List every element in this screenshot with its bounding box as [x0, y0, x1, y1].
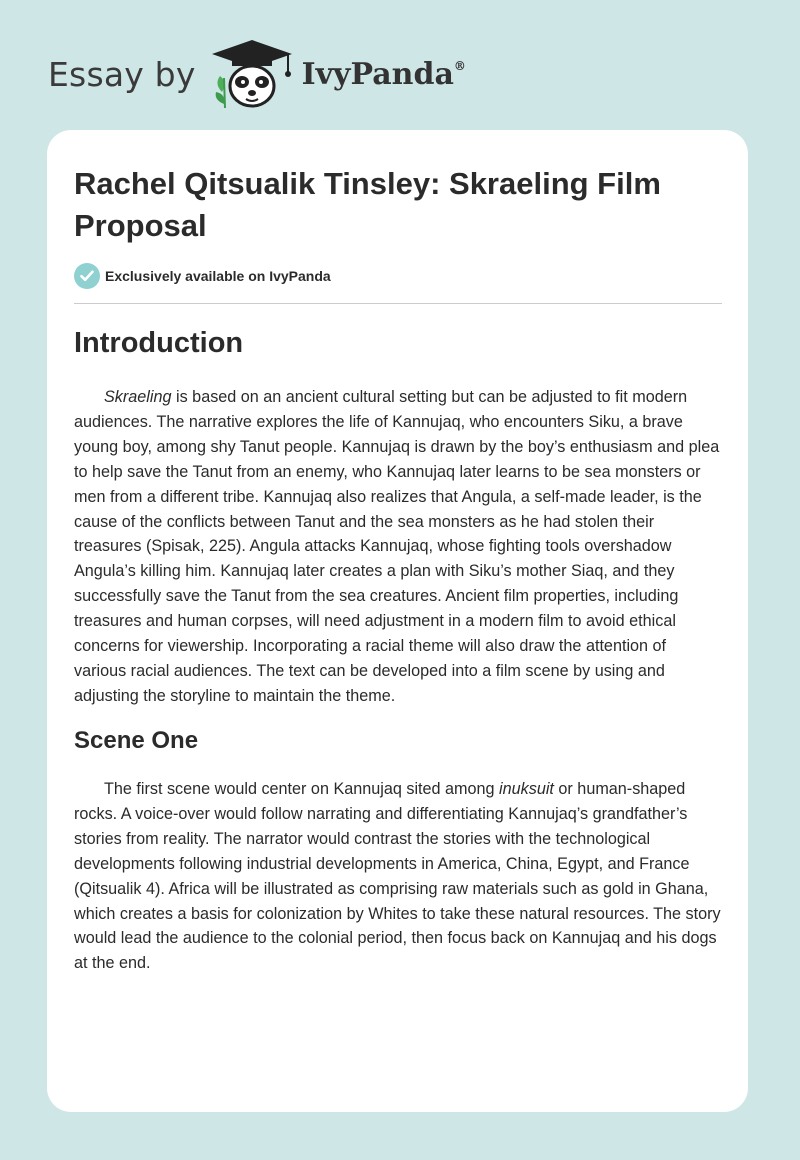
registered-mark: ®: [453, 58, 466, 73]
page-title: Rachel Qitsualik Tinsley: Skraeling Film Proposal: [74, 166, 661, 243]
essay-by-label: Essay by: [48, 54, 196, 94]
section-heading-scene-one: Scene One: [74, 727, 199, 754]
divider: [74, 303, 722, 304]
scene-one-paragraph: The first scene would center on Kannujaq sited among inuksuit or human-shaped rocks. A voice-over would follow narrating and differentiating Kannujaq’s grandfather’s stories from reality. The narrator would contrast the stories with the technological developments following industrial developments in America, China, Egypt, and France (Qitsualik 4). Africa will be illustrated as comprising raw materials such as gold in Ghana, which creates a basis for colonization by Whites to take these natural resources. The story would lead the audience to the colonial period, then focus back on Kannujaq and his dogs at the end.: [74, 780, 721, 973]
italic-term: inuksuit: [499, 780, 554, 798]
site-header: [48, 34, 466, 114]
exclusive-badge-label: Exclusively available on IvyPanda: [105, 268, 331, 284]
section-heading-introduction: Introduction: [74, 327, 244, 359]
check-circle-icon: [74, 263, 100, 289]
introduction-paragraph: Skraeling is based on an ancient cultural setting but can be adjusted to fit modern audiences. The narrative explores the life of Kannujaq, who encounters Siku, a brave young boy, among shy Tanut people. Kannujaq is drawn by the boy’s enthusiasm and plea to help save the Tanut from an enemy, who Kannujaq later learns to be sea monsters or men from a different tribe. Kannujaq also realizes that Angula, a self-made leader, is the cause of the conflicts between Tanut and the sea monsters as he had stolen their treasures (Spisak, 225). Angula attacks Kannujaq, whose fighting tools overshadow Angula’s killing him. Kannujaq later creates a plan with Siku’s mother Siaq, and they successfully save the Tanut from the sea creatures. Ancient film properties, including treasures and human corpses, will need adjustment in a modern film to avoid ethical concerns for viewership. Incorporating a racial theme will also draw the attention of various racial audiences. The text can be developed into a film scene by using and adjusting the storyline to maintain the theme.: [74, 388, 720, 705]
essay-card: [47, 130, 748, 1112]
panda-graduate-icon[interactable]: [208, 36, 296, 112]
exclusive-badge: [74, 263, 331, 289]
brand-name[interactable]: IvyPanda®: [301, 56, 466, 92]
italic-title: Skraeling: [104, 388, 172, 406]
